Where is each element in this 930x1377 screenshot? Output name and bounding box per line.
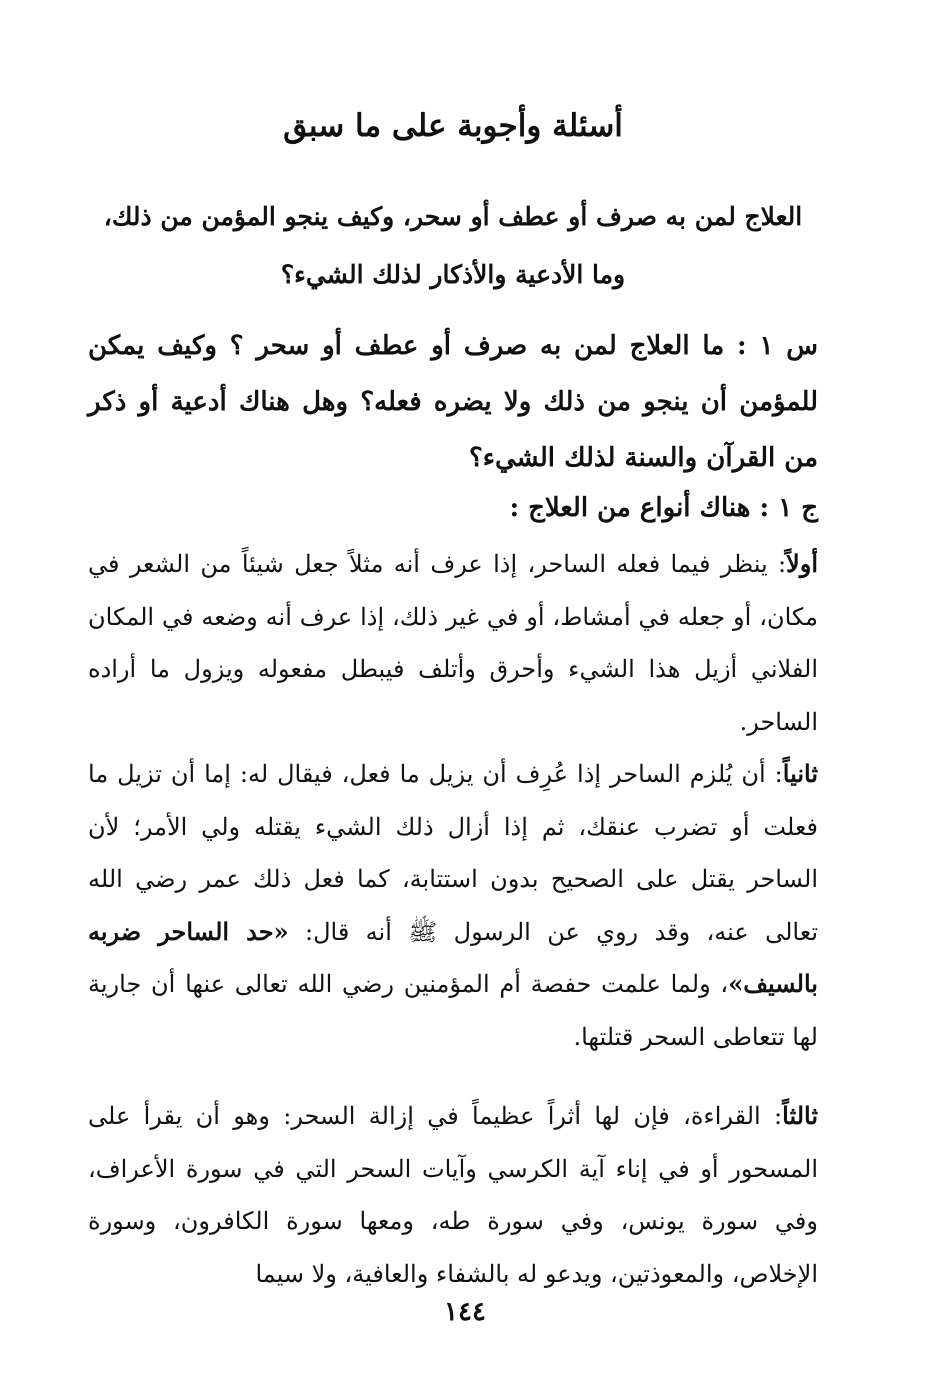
- paragraph-body: : القراءة، فإن لها أثراً عظيماً في إزالة السحر: وهو أن يقرأ على المسحور أو في إناء آية الكرسي وآيات السحر التي في سورة الأعراف، وفي سورة يونس، وفي سورة طه، ومعها سورة الكافرون، وسورة الإخلاص، والمعوذتين، ويدعو له بالشفاء والعافية، ولا سيما: [88, 1102, 818, 1288]
- paragraph-lead: ثالثاً: [782, 1101, 818, 1130]
- section-heading: العلاج لمن به صرف أو عطف أو سحر، وكيف ينجو المؤمن من ذلك، وما الأدعية والأذكار لذلك الشيء؟: [103, 202, 803, 289]
- question-text: س ١ : ما العلاج لمن به صرف أو عطف أو سحر ؟ وكيف يمكن للمؤمن أن ينجو من ذلك ولا يضره فعله؟ وهل هناك أدعية أو ذكر من القرآن والسنة لذلك الشيء؟: [88, 331, 818, 473]
- answer-intro: ج ١ : هناك أنواع من العلاج :: [509, 493, 818, 523]
- paragraph-second: [88, 748, 818, 1063]
- paragraph-body-continued: ، ولما علمت حفصة أم المؤمنين رضي الله تعالى عنها أن جارية لها تتعاطى السحر قتلتها.: [88, 970, 818, 1051]
- paragraph-lead: أولاً: [786, 549, 818, 578]
- paragraph-body: : ينظر فيما فعله الساحر، إذا عرف أنه مثلاً جعل شيئاً من الشعر في مكان، أو جعله في أمشاط، أو في غير ذلك، إذا عرف أنه وضعه في المكان الفلاني أزيل هذا الشيء وأحرق وأتلف فيبطل مفعوله ويزول ما أراده الساحر.: [88, 550, 818, 736]
- hadith-quote: «حد الساحر ضربه بالسيف»: [88, 916, 818, 998]
- page-number: ١٤٤: [444, 1297, 486, 1327]
- paragraph-first: [88, 538, 818, 748]
- page-title: أسئلة وأجوبة على ما سبق: [283, 108, 623, 144]
- paragraph-third: [88, 1090, 818, 1300]
- paragraph-lead: ثانياً: [782, 759, 818, 788]
- paragraph-body: : أن يُلزم الساحر إذا عُرِف أن يزيل ما فعل، فيقال له: إما أن تزيل ما فعلت أو تضرب عنقك، ثم إذا أزال ذلك الشيء يقتله ولي الأمر؛ لأن الساحر يقتل على الصحيح بدون استتابة، كما فعل ذلك عمر رضي الله تعالى عنه، وقد روي عن الرسول ﷺ أنه قال:: [88, 760, 819, 946]
